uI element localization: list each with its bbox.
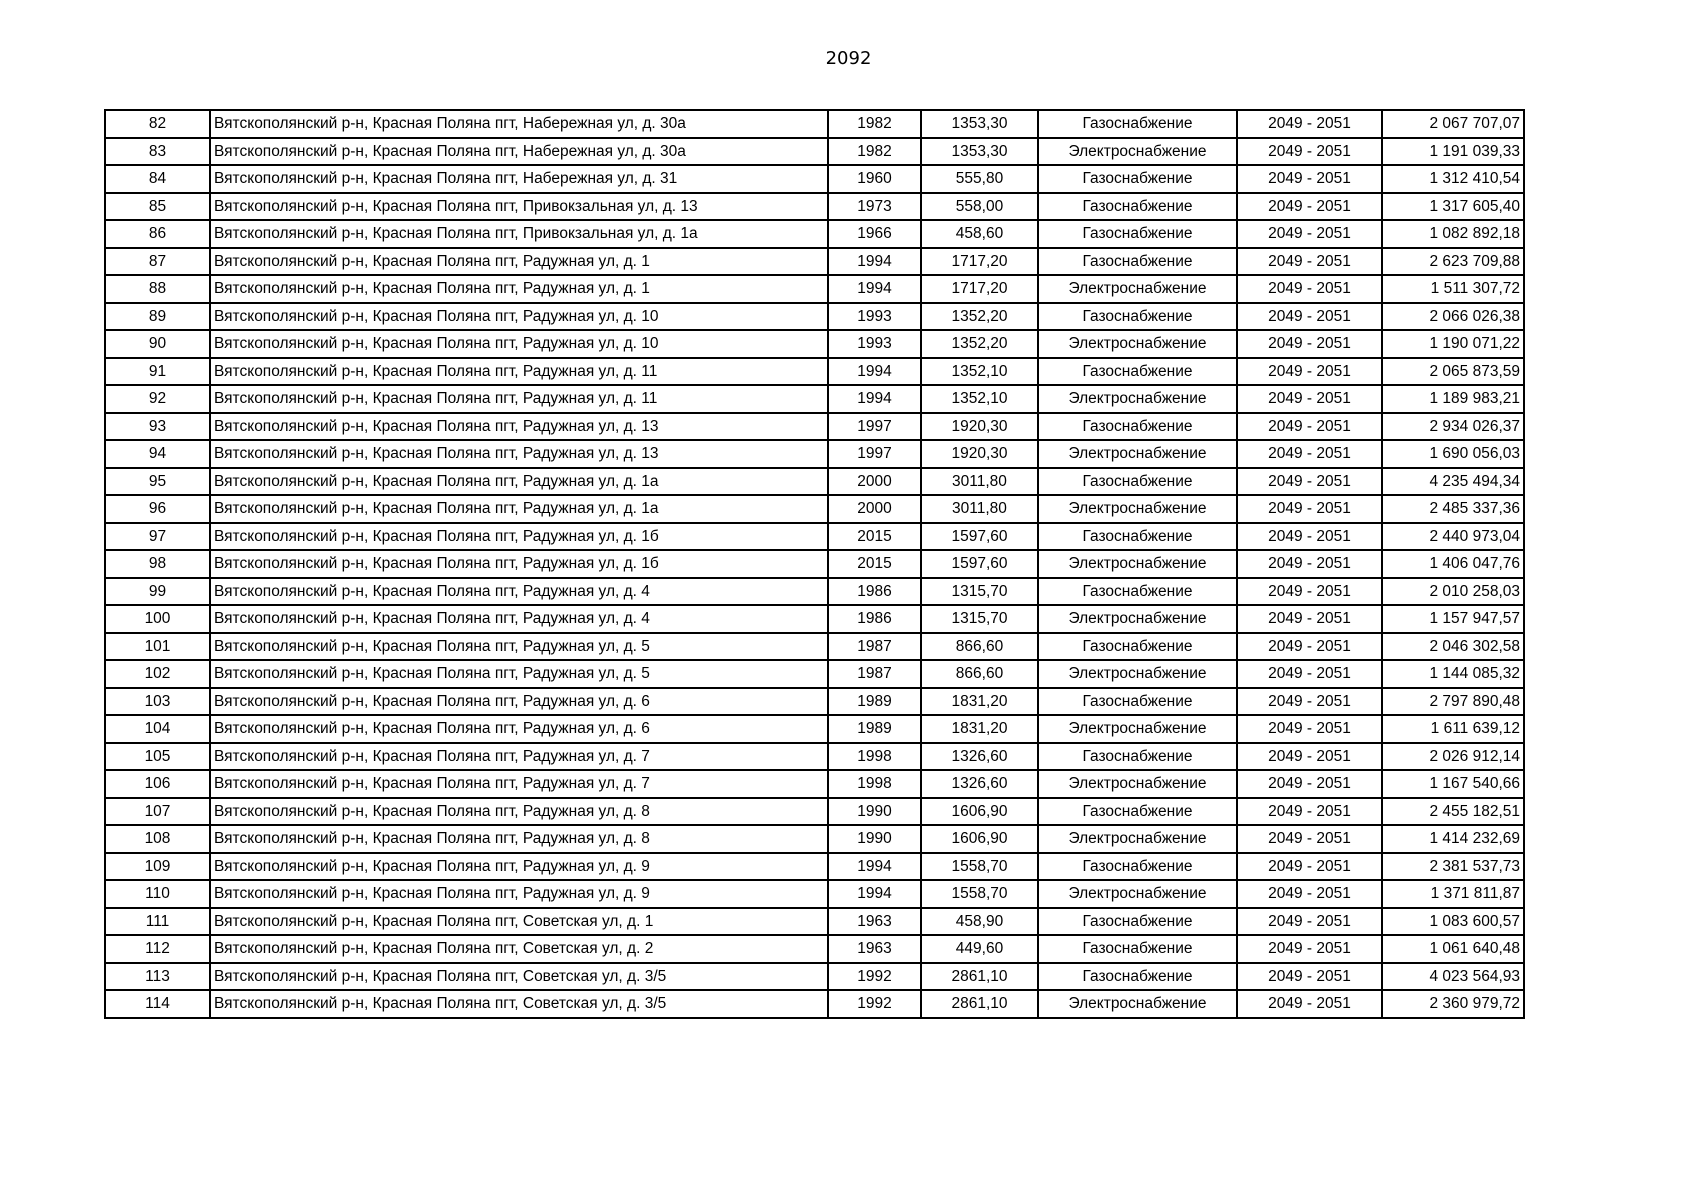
work-type-cell: Электроснабжение — [1038, 275, 1237, 303]
cost-cell: 1 083 600,57 — [1382, 908, 1524, 936]
work-type-cell: Электроснабжение — [1038, 495, 1237, 523]
work-type-cell: Газоснабжение — [1038, 220, 1237, 248]
year-built-cell: 1994 — [828, 880, 921, 908]
cost-cell: 1 312 410,54 — [1382, 165, 1524, 193]
work-type-cell: Электроснабжение — [1038, 440, 1237, 468]
area-cell: 1920,30 — [921, 440, 1038, 468]
table-row — [105, 660, 1524, 688]
work-type-cell: Электроснабжение — [1038, 825, 1237, 853]
row-number-cell: 112 — [105, 935, 210, 963]
table-row — [105, 110, 1524, 138]
area-cell: 1558,70 — [921, 880, 1038, 908]
table-row — [105, 825, 1524, 853]
cost-cell: 1 511 307,72 — [1382, 275, 1524, 303]
row-number-cell: 87 — [105, 248, 210, 276]
year-built-cell: 1994 — [828, 358, 921, 386]
period-cell: 2049 - 2051 — [1237, 220, 1382, 248]
period-cell: 2049 - 2051 — [1237, 990, 1382, 1018]
year-built-cell: 2015 — [828, 523, 921, 551]
cost-cell: 2 381 537,73 — [1382, 853, 1524, 881]
work-type-cell: Газоснабжение — [1038, 908, 1237, 936]
area-cell: 2861,10 — [921, 990, 1038, 1018]
period-cell: 2049 - 2051 — [1237, 688, 1382, 716]
year-built-cell: 1973 — [828, 193, 921, 221]
area-cell: 458,90 — [921, 908, 1038, 936]
period-cell: 2049 - 2051 — [1237, 660, 1382, 688]
period-cell: 2049 - 2051 — [1237, 303, 1382, 331]
period-cell: 2049 - 2051 — [1237, 963, 1382, 991]
table-row — [105, 935, 1524, 963]
row-number-cell: 92 — [105, 385, 210, 413]
address-cell: Вятскополянский р-н, Красная Поляна пгт, Радужная ул, д. 8 — [210, 825, 828, 853]
work-type-cell: Газоснабжение — [1038, 193, 1237, 221]
area-cell: 3011,80 — [921, 495, 1038, 523]
year-built-cell: 1987 — [828, 660, 921, 688]
year-built-cell: 2000 — [828, 495, 921, 523]
row-number-cell: 97 — [105, 523, 210, 551]
row-number-cell: 82 — [105, 110, 210, 138]
work-type-cell: Газоснабжение — [1038, 798, 1237, 826]
cost-cell: 2 065 873,59 — [1382, 358, 1524, 386]
year-built-cell: 1997 — [828, 413, 921, 441]
table-row — [105, 523, 1524, 551]
area-cell: 1315,70 — [921, 578, 1038, 606]
area-cell: 1326,60 — [921, 770, 1038, 798]
year-built-cell: 1993 — [828, 303, 921, 331]
year-built-cell: 1992 — [828, 990, 921, 1018]
year-built-cell: 1963 — [828, 908, 921, 936]
cost-cell: 1 189 983,21 — [1382, 385, 1524, 413]
cost-cell: 1 082 892,18 — [1382, 220, 1524, 248]
year-built-cell: 1993 — [828, 330, 921, 358]
table-body — [105, 110, 1524, 1018]
cost-cell: 2 485 337,36 — [1382, 495, 1524, 523]
row-number-cell: 114 — [105, 990, 210, 1018]
area-cell: 1558,70 — [921, 853, 1038, 881]
area-cell: 1717,20 — [921, 248, 1038, 276]
year-built-cell: 1982 — [828, 138, 921, 166]
area-cell: 1606,90 — [921, 798, 1038, 826]
row-number-cell: 88 — [105, 275, 210, 303]
work-type-cell: Электроснабжение — [1038, 770, 1237, 798]
table-row — [105, 605, 1524, 633]
work-type-cell: Электроснабжение — [1038, 880, 1237, 908]
cost-cell: 4 023 564,93 — [1382, 963, 1524, 991]
work-type-cell: Газоснабжение — [1038, 743, 1237, 771]
period-cell: 2049 - 2051 — [1237, 853, 1382, 881]
row-number-cell: 85 — [105, 193, 210, 221]
row-number-cell: 103 — [105, 688, 210, 716]
year-built-cell: 1994 — [828, 248, 921, 276]
year-built-cell: 1997 — [828, 440, 921, 468]
cost-cell: 1 144 085,32 — [1382, 660, 1524, 688]
table-row — [105, 908, 1524, 936]
table-row — [105, 495, 1524, 523]
row-number-cell: 104 — [105, 715, 210, 743]
work-type-cell: Газоснабжение — [1038, 523, 1237, 551]
address-cell: Вятскополянский р-н, Красная Поляна пгт, Радужная ул, д. 8 — [210, 798, 828, 826]
address-cell: Вятскополянский р-н, Красная Поляна пгт, Радужная ул, д. 10 — [210, 330, 828, 358]
area-cell: 1606,90 — [921, 825, 1038, 853]
row-number-cell: 93 — [105, 413, 210, 441]
work-type-cell: Газоснабжение — [1038, 165, 1237, 193]
work-type-cell: Электроснабжение — [1038, 138, 1237, 166]
cost-cell: 4 235 494,34 — [1382, 468, 1524, 496]
area-cell: 1597,60 — [921, 523, 1038, 551]
table-row — [105, 853, 1524, 881]
table-row — [105, 743, 1524, 771]
area-cell: 1920,30 — [921, 413, 1038, 441]
period-cell: 2049 - 2051 — [1237, 550, 1382, 578]
period-cell: 2049 - 2051 — [1237, 138, 1382, 166]
cost-cell: 2 026 912,14 — [1382, 743, 1524, 771]
area-cell: 866,60 — [921, 633, 1038, 661]
table-row — [105, 248, 1524, 276]
area-cell: 1597,60 — [921, 550, 1038, 578]
cost-cell: 1 414 232,69 — [1382, 825, 1524, 853]
row-number-cell: 95 — [105, 468, 210, 496]
address-cell: Вятскополянский р-н, Красная Поляна пгт, Радужная ул, д. 5 — [210, 633, 828, 661]
row-number-cell: 100 — [105, 605, 210, 633]
year-built-cell: 1989 — [828, 688, 921, 716]
row-number-cell: 99 — [105, 578, 210, 606]
cost-cell: 1 061 640,48 — [1382, 935, 1524, 963]
area-cell: 1717,20 — [921, 275, 1038, 303]
table-row — [105, 440, 1524, 468]
work-type-cell: Газоснабжение — [1038, 468, 1237, 496]
address-cell: Вятскополянский р-н, Красная Поляна пгт, Радужная ул, д. 5 — [210, 660, 828, 688]
table-row — [105, 413, 1524, 441]
area-cell: 1352,10 — [921, 385, 1038, 413]
table-row — [105, 578, 1524, 606]
row-number-cell: 101 — [105, 633, 210, 661]
row-number-cell: 110 — [105, 880, 210, 908]
page-number: 2092 — [825, 48, 872, 69]
area-cell: 2861,10 — [921, 963, 1038, 991]
period-cell: 2049 - 2051 — [1237, 605, 1382, 633]
address-cell: Вятскополянский р-н, Красная Поляна пгт, Радужная ул, д. 13 — [210, 440, 828, 468]
area-cell: 1353,30 — [921, 138, 1038, 166]
cost-cell: 2 067 707,07 — [1382, 110, 1524, 138]
address-cell: Вятскополянский р-н, Красная Поляна пгт, Радужная ул, д. 4 — [210, 605, 828, 633]
cost-cell: 2 066 026,38 — [1382, 303, 1524, 331]
table-row — [105, 385, 1524, 413]
work-type-cell: Газоснабжение — [1038, 633, 1237, 661]
address-cell: Вятскополянский р-н, Красная Поляна пгт, Радужная ул, д. 4 — [210, 578, 828, 606]
address-cell: Вятскополянский р-н, Красная Поляна пгт, Радужная ул, д. 10 — [210, 303, 828, 331]
address-cell: Вятскополянский р-н, Красная Поляна пгт, Советская ул, д. 3/5 — [210, 990, 828, 1018]
year-built-cell: 1994 — [828, 275, 921, 303]
table-row — [105, 303, 1524, 331]
cost-cell: 2 360 979,72 — [1382, 990, 1524, 1018]
period-cell: 2049 - 2051 — [1237, 165, 1382, 193]
area-cell: 1315,70 — [921, 605, 1038, 633]
work-type-cell: Газоснабжение — [1038, 248, 1237, 276]
cost-cell: 2 797 890,48 — [1382, 688, 1524, 716]
table-row — [105, 138, 1524, 166]
area-cell: 3011,80 — [921, 468, 1038, 496]
year-built-cell: 1989 — [828, 715, 921, 743]
work-type-cell: Электроснабжение — [1038, 715, 1237, 743]
address-cell: Вятскополянский р-н, Красная Поляна пгт, Советская ул, д. 1 — [210, 908, 828, 936]
row-number-cell: 90 — [105, 330, 210, 358]
table-row — [105, 688, 1524, 716]
address-cell: Вятскополянский р-н, Красная Поляна пгт, Советская ул, д. 2 — [210, 935, 828, 963]
repair-schedule-table — [104, 109, 1525, 1019]
period-cell: 2049 - 2051 — [1237, 743, 1382, 771]
year-built-cell: 1986 — [828, 578, 921, 606]
table-row — [105, 220, 1524, 248]
period-cell: 2049 - 2051 — [1237, 908, 1382, 936]
period-cell: 2049 - 2051 — [1237, 110, 1382, 138]
work-type-cell: Электроснабжение — [1038, 605, 1237, 633]
year-built-cell: 1990 — [828, 825, 921, 853]
period-cell: 2049 - 2051 — [1237, 275, 1382, 303]
work-type-cell: Газоснабжение — [1038, 110, 1237, 138]
row-number-cell: 84 — [105, 165, 210, 193]
year-built-cell: 1986 — [828, 605, 921, 633]
period-cell: 2049 - 2051 — [1237, 825, 1382, 853]
area-cell: 558,00 — [921, 193, 1038, 221]
area-cell: 1326,60 — [921, 743, 1038, 771]
year-built-cell: 2000 — [828, 468, 921, 496]
table-row — [105, 330, 1524, 358]
address-cell: Вятскополянский р-н, Красная Поляна пгт, Радужная ул, д. 7 — [210, 770, 828, 798]
work-type-cell: Газоснабжение — [1038, 688, 1237, 716]
table-row — [105, 550, 1524, 578]
row-number-cell: 113 — [105, 963, 210, 991]
row-number-cell: 91 — [105, 358, 210, 386]
year-built-cell: 1992 — [828, 963, 921, 991]
table-row — [105, 633, 1524, 661]
year-built-cell: 1998 — [828, 743, 921, 771]
row-number-cell: 83 — [105, 138, 210, 166]
cost-cell: 2 046 302,58 — [1382, 633, 1524, 661]
period-cell: 2049 - 2051 — [1237, 468, 1382, 496]
year-built-cell: 1994 — [828, 853, 921, 881]
cost-cell: 1 191 039,33 — [1382, 138, 1524, 166]
row-number-cell: 86 — [105, 220, 210, 248]
period-cell: 2049 - 2051 — [1237, 495, 1382, 523]
year-built-cell: 2015 — [828, 550, 921, 578]
period-cell: 2049 - 2051 — [1237, 248, 1382, 276]
period-cell: 2049 - 2051 — [1237, 880, 1382, 908]
address-cell: Вятскополянский р-н, Красная Поляна пгт, Радужная ул, д. 1 — [210, 275, 828, 303]
address-cell: Вятскополянский р-н, Красная Поляна пгт, Привокзальная ул, д. 13 — [210, 193, 828, 221]
work-type-cell: Газоснабжение — [1038, 413, 1237, 441]
table-row — [105, 770, 1524, 798]
cost-cell: 1 157 947,57 — [1382, 605, 1524, 633]
row-number-cell: 106 — [105, 770, 210, 798]
address-cell: Вятскополянский р-н, Красная Поляна пгт, Радужная ул, д. 6 — [210, 715, 828, 743]
row-number-cell: 105 — [105, 743, 210, 771]
table-row — [105, 963, 1524, 991]
cost-cell: 1 406 047,76 — [1382, 550, 1524, 578]
period-cell: 2049 - 2051 — [1237, 440, 1382, 468]
row-number-cell: 102 — [105, 660, 210, 688]
address-cell: Вятскополянский р-н, Красная Поляна пгт, Радужная ул, д. 1а — [210, 468, 828, 496]
address-cell: Вятскополянский р-н, Красная Поляна пгт, Радужная ул, д. 1а — [210, 495, 828, 523]
address-cell: Вятскополянский р-н, Красная Поляна пгт, Привокзальная ул, д. 1а — [210, 220, 828, 248]
work-type-cell: Электроснабжение — [1038, 660, 1237, 688]
address-cell: Вятскополянский р-н, Красная Поляна пгт, Радужная ул, д. 6 — [210, 688, 828, 716]
area-cell: 1831,20 — [921, 715, 1038, 743]
row-number-cell: 98 — [105, 550, 210, 578]
work-type-cell: Газоснабжение — [1038, 578, 1237, 606]
area-cell: 1352,10 — [921, 358, 1038, 386]
period-cell: 2049 - 2051 — [1237, 770, 1382, 798]
table-row — [105, 798, 1524, 826]
area-cell: 1352,20 — [921, 330, 1038, 358]
row-number-cell: 108 — [105, 825, 210, 853]
address-cell: Вятскополянский р-н, Красная Поляна пгт, Набережная ул, д. 30а — [210, 138, 828, 166]
year-built-cell: 1966 — [828, 220, 921, 248]
period-cell: 2049 - 2051 — [1237, 358, 1382, 386]
period-cell: 2049 - 2051 — [1237, 798, 1382, 826]
work-type-cell: Газоснабжение — [1038, 963, 1237, 991]
address-cell: Вятскополянский р-н, Красная Поляна пгт, Радужная ул, д. 7 — [210, 743, 828, 771]
cost-cell: 2 623 709,88 — [1382, 248, 1524, 276]
work-type-cell: Электроснабжение — [1038, 385, 1237, 413]
year-built-cell: 1990 — [828, 798, 921, 826]
address-cell: Вятскополянский р-н, Красная Поляна пгт, Радужная ул, д. 9 — [210, 880, 828, 908]
cost-cell: 2 455 182,51 — [1382, 798, 1524, 826]
table-row — [105, 165, 1524, 193]
table-row — [105, 990, 1524, 1018]
period-cell: 2049 - 2051 — [1237, 330, 1382, 358]
work-type-cell: Газоснабжение — [1038, 935, 1237, 963]
period-cell: 2049 - 2051 — [1237, 715, 1382, 743]
address-cell: Вятскополянский р-н, Красная Поляна пгт, Радужная ул, д. 1б — [210, 550, 828, 578]
cost-cell: 2 010 258,03 — [1382, 578, 1524, 606]
table-row — [105, 468, 1524, 496]
cost-cell: 2 934 026,37 — [1382, 413, 1524, 441]
period-cell: 2049 - 2051 — [1237, 578, 1382, 606]
area-cell: 458,60 — [921, 220, 1038, 248]
table-row — [105, 880, 1524, 908]
year-built-cell: 1960 — [828, 165, 921, 193]
area-cell: 1831,20 — [921, 688, 1038, 716]
row-number-cell: 94 — [105, 440, 210, 468]
area-cell: 555,80 — [921, 165, 1038, 193]
period-cell: 2049 - 2051 — [1237, 413, 1382, 441]
table-row — [105, 275, 1524, 303]
cost-cell: 1 167 540,66 — [1382, 770, 1524, 798]
work-type-cell: Газоснабжение — [1038, 303, 1237, 331]
work-type-cell: Газоснабжение — [1038, 358, 1237, 386]
year-built-cell: 1994 — [828, 385, 921, 413]
work-type-cell: Электроснабжение — [1038, 330, 1237, 358]
row-number-cell: 107 — [105, 798, 210, 826]
address-cell: Вятскополянский р-н, Красная Поляна пгт, Радужная ул, д. 13 — [210, 413, 828, 441]
row-number-cell: 89 — [105, 303, 210, 331]
address-cell: Вятскополянский р-н, Красная Поляна пгт, Радужная ул, д. 1 — [210, 248, 828, 276]
address-cell: Вятскополянский р-н, Красная Поляна пгт, Советская ул, д. 3/5 — [210, 963, 828, 991]
area-cell: 449,60 — [921, 935, 1038, 963]
row-number-cell: 109 — [105, 853, 210, 881]
year-built-cell: 1998 — [828, 770, 921, 798]
table-row — [105, 715, 1524, 743]
address-cell: Вятскополянский р-н, Красная Поляна пгт, Радужная ул, д. 11 — [210, 358, 828, 386]
period-cell: 2049 - 2051 — [1237, 523, 1382, 551]
table-row — [105, 193, 1524, 221]
row-number-cell: 96 — [105, 495, 210, 523]
address-cell: Вятскополянский р-н, Красная Поляна пгт, Радужная ул, д. 9 — [210, 853, 828, 881]
address-cell: Вятскополянский р-н, Красная Поляна пгт, Радужная ул, д. 1б — [210, 523, 828, 551]
address-cell: Вятскополянский р-н, Красная Поляна пгт, Набережная ул, д. 31 — [210, 165, 828, 193]
cost-cell: 1 690 056,03 — [1382, 440, 1524, 468]
cost-cell: 1 317 605,40 — [1382, 193, 1524, 221]
period-cell: 2049 - 2051 — [1237, 385, 1382, 413]
address-cell: Вятскополянский р-н, Красная Поляна пгт, Набережная ул, д. 30а — [210, 110, 828, 138]
period-cell: 2049 - 2051 — [1237, 633, 1382, 661]
cost-cell: 1 190 071,22 — [1382, 330, 1524, 358]
row-number-cell: 111 — [105, 908, 210, 936]
address-cell: Вятскополянский р-н, Красная Поляна пгт, Радужная ул, д. 11 — [210, 385, 828, 413]
cost-cell: 2 440 973,04 — [1382, 523, 1524, 551]
work-type-cell: Электроснабжение — [1038, 990, 1237, 1018]
table-row — [105, 358, 1524, 386]
area-cell: 1353,30 — [921, 110, 1038, 138]
area-cell: 866,60 — [921, 660, 1038, 688]
cost-cell: 1 371 811,87 — [1382, 880, 1524, 908]
year-built-cell: 1982 — [828, 110, 921, 138]
area-cell: 1352,20 — [921, 303, 1038, 331]
work-type-cell: Электроснабжение — [1038, 550, 1237, 578]
year-built-cell: 1963 — [828, 935, 921, 963]
period-cell: 2049 - 2051 — [1237, 935, 1382, 963]
period-cell: 2049 - 2051 — [1237, 193, 1382, 221]
year-built-cell: 1987 — [828, 633, 921, 661]
work-type-cell: Газоснабжение — [1038, 853, 1237, 881]
cost-cell: 1 611 639,12 — [1382, 715, 1524, 743]
